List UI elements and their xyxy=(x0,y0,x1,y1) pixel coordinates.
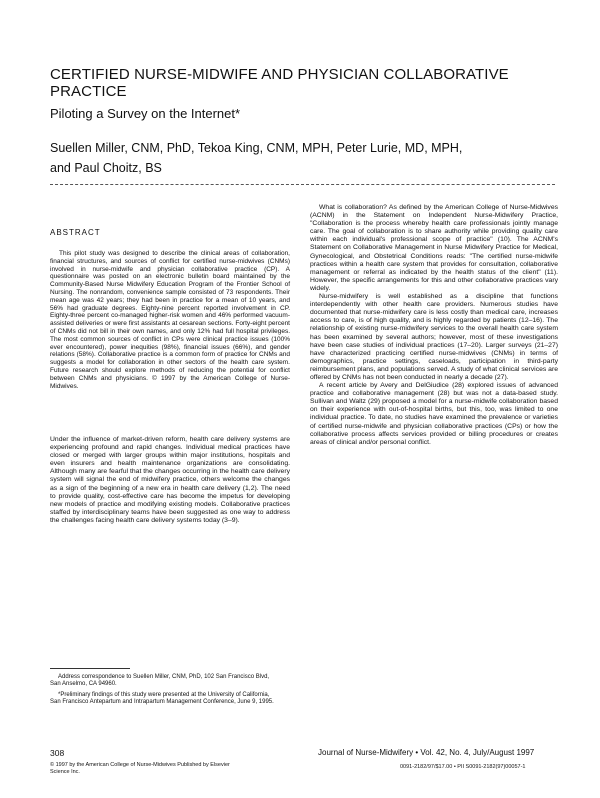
right-paragraph-3: A recent article by Avery and DelGiudice (28) explored issues of advanced practice and collaborative management (28) but was not a data-based study. Sullivan and Waltz (29) proposed a model for a nurse-midwife collaboration based on their experience with out-of-hospital births, but this, too, was limited to one individual practice. To date, no studies have examined the prevalence or varieties of certified nurse-midwife and physician collaborative practices (CPs) or how the collaborative process affects services provided or billing procedures or creates areas of clinical and/or personal conflict. xyxy=(310,382,558,446)
intro-paragraph: Under the influence of market-driven reform, health care delivery systems are experiencing profound and rapid changes. Individual medical practices have closed or merged with larger groups within major institutions, hospitals and even insurers and health maintenance organizations are consolidating. Although many are fearful that the changes occurring in the health care delivery system will signal the end of midwifery practice, others welcome the changes as a sign of the beginning of a new era in health care delivery (1,2). The need to provide quality, cost-effective care has become the impetus for developing new models of practice and modifying existing models. Collaborative practices staffed by interdisciplinary teams have been suggested as one way to address the challenges facing health care delivery systems today (3–9). xyxy=(50,436,290,524)
page-number: 308 xyxy=(50,748,65,758)
article-title: CERTIFIED NURSE-MIDWIFE AND PHYSICIAN COLLABORATIVE PRACTICE xyxy=(50,66,509,100)
authors xyxy=(50,138,550,178)
footnotes xyxy=(50,674,280,710)
right-paragraph-2: Nurse-midwifery is well established as a discipline that functions interdependently with other health care providers. Numerous studies have documented that nurse-midwifery care is less costly than medical care, increases access to care, is of high quality, and is highly regarded by patients (12–16). The relationship of existing nurse-midwifery services to the overall health care system has been examined by several authors; however, most of these investigations have been case studies of individual practices (17–20). Larger surveys (21–27) have characterized practicing certified nurse-midwives (CNMs) in terms of demographics, practice settings, caseloads, participation in third-party reimbursement plans, and populations served. A study of what clinical services are offered by CNMs has not been conducted in nearly a decade (27). xyxy=(310,293,558,381)
right-column xyxy=(310,204,558,447)
abstract-heading: ABSTRACT xyxy=(50,228,101,237)
authors-line-2: and Paul Choitz, BS xyxy=(50,161,162,175)
journal-citation: Journal of Nurse-Midwifery • Vol. 42, No. 4, July/August 1997 xyxy=(318,748,535,757)
footnote-preliminary: *Preliminary findings of this study were presented at the University of California, San Francisco Antepartum and Intrapartum Management Conference, June 9, 1995. xyxy=(50,691,274,706)
issn-code: 0091-2182/97/$17.00 • PII S0091-2182(97)00057-1 xyxy=(400,764,526,770)
abstract-body xyxy=(50,250,290,390)
right-paragraph-1: What is collaboration? As defined by the American College of Nurse-Midwives (ACNM) in the Statement on Independent Nurse-Midwifery Practice, "Collaboration is the process whereby health care professionals jointly manage care. The goal of collaboration is to share authority while providing quality care within each individual's professional scope of practice" (10). The ACNM's Statement on Collaborative Management in Nurse Midwifery Practice for Medical, Gynecological, and Obstetrical Conditions reads: "The certified nurse-midwife practices within a health care system that provides for consultation, collaborative management or referral as indicated by the health status of the client" (11). However, the specific arrangements for this and other collaborative practices vary widely. xyxy=(310,204,558,292)
footnote-divider xyxy=(50,668,130,669)
abstract-paragraph: This pilot study was designed to describe the clinical areas of collaboration, financial structures, and sources of conflict for certified nurse-midwives (CNMs) involved in nurse-midwife and physician collaborative practice (CP). A questionnaire was posted on an electronic bulletin board maintained by the Community-Based Nurse Midwifery Education Program of the Frontier School of Nursing. The nonrandom, convenience sample consisted of 73 respondents. Their mean age was 42 years; they had been in practice for a mean of 10 years, and 56% had graduate degrees. Eighty-nine percent reported involvement in CP. Eighty-three percent co-managed higher-risk women and 46% performed vacuum-assisted deliveries or were first assistants at cesarean sections. Forty-eight percent of CNMs did not bill in their own names, and only 12% had full hospital privileges. The most common sources of conflict in CPs were clinical practice issues (100% ever encountered), power inequities (98%), financial issues (66%), and gender relations (58%). Collaborative practice is a common form of practice for CNMs and suggests a model for collaboration in other sectors of the health care system. Future research should explore methods of reducing the potential for conflict between CNMs and physicians. © 1997 by the American College of Nurse-Midwives. xyxy=(50,250,290,390)
copyright-notice: © 1997 by the American College of Nurse-Midwives Published by Elsevier Science Inc. xyxy=(50,762,230,775)
authors-line-1: Suellen Miller, CNM, PhD, Tekoa King, CNM, MPH, Peter Lurie, MD, MPH, xyxy=(50,141,463,155)
article-subtitle: Piloting a Survey on the Internet* xyxy=(50,106,241,121)
introduction xyxy=(50,436,290,525)
header-divider xyxy=(50,184,555,185)
footnote-address: Address correspondence to Suellen Miller, CNM, PhD, 102 San Francisco Blvd, San Anselmo, CA 94960. xyxy=(50,674,270,688)
